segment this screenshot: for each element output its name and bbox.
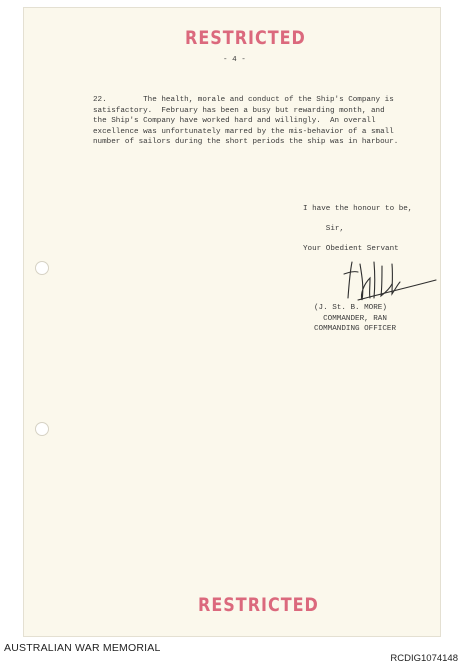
- punch-hole: [35, 261, 49, 275]
- punch-hole: [35, 422, 49, 436]
- closing-line-servant: Your Obedient Servant: [303, 245, 399, 253]
- page-number: - 4 -: [223, 56, 246, 64]
- restricted-stamp-top: RESTRICTED: [185, 26, 306, 49]
- signatory-name: (J. St. B. MORE): [314, 304, 387, 312]
- signatory-role: COMMANDING OFFICER: [314, 325, 397, 333]
- closing-line-sir: Sir,: [303, 225, 345, 233]
- record-id: RCDIG1074148: [390, 653, 458, 664]
- handwritten-signature: [340, 254, 440, 306]
- document-page: [24, 8, 440, 636]
- paragraph-22: 22. The health, morale and conduct of the Ship's Company is satisfactory. February has been a busy but rewarding month, and the Ship's Company have worked hard and willingly. An overall excellence was unfortunately marred by the mis-behavior of a small number of sailors during the short periods the ship was in harbour.: [93, 96, 399, 146]
- closing-block: [303, 199, 412, 259]
- signatory-rank: COMMANDER, RAN: [323, 314, 387, 323]
- institution-label: AUSTRALIAN WAR MEMORIAL: [4, 642, 161, 654]
- closing-line-honour: I have the honour to be,: [303, 205, 413, 213]
- signature-block: [314, 303, 396, 335]
- restricted-stamp-bottom: RESTRICTED: [198, 593, 319, 616]
